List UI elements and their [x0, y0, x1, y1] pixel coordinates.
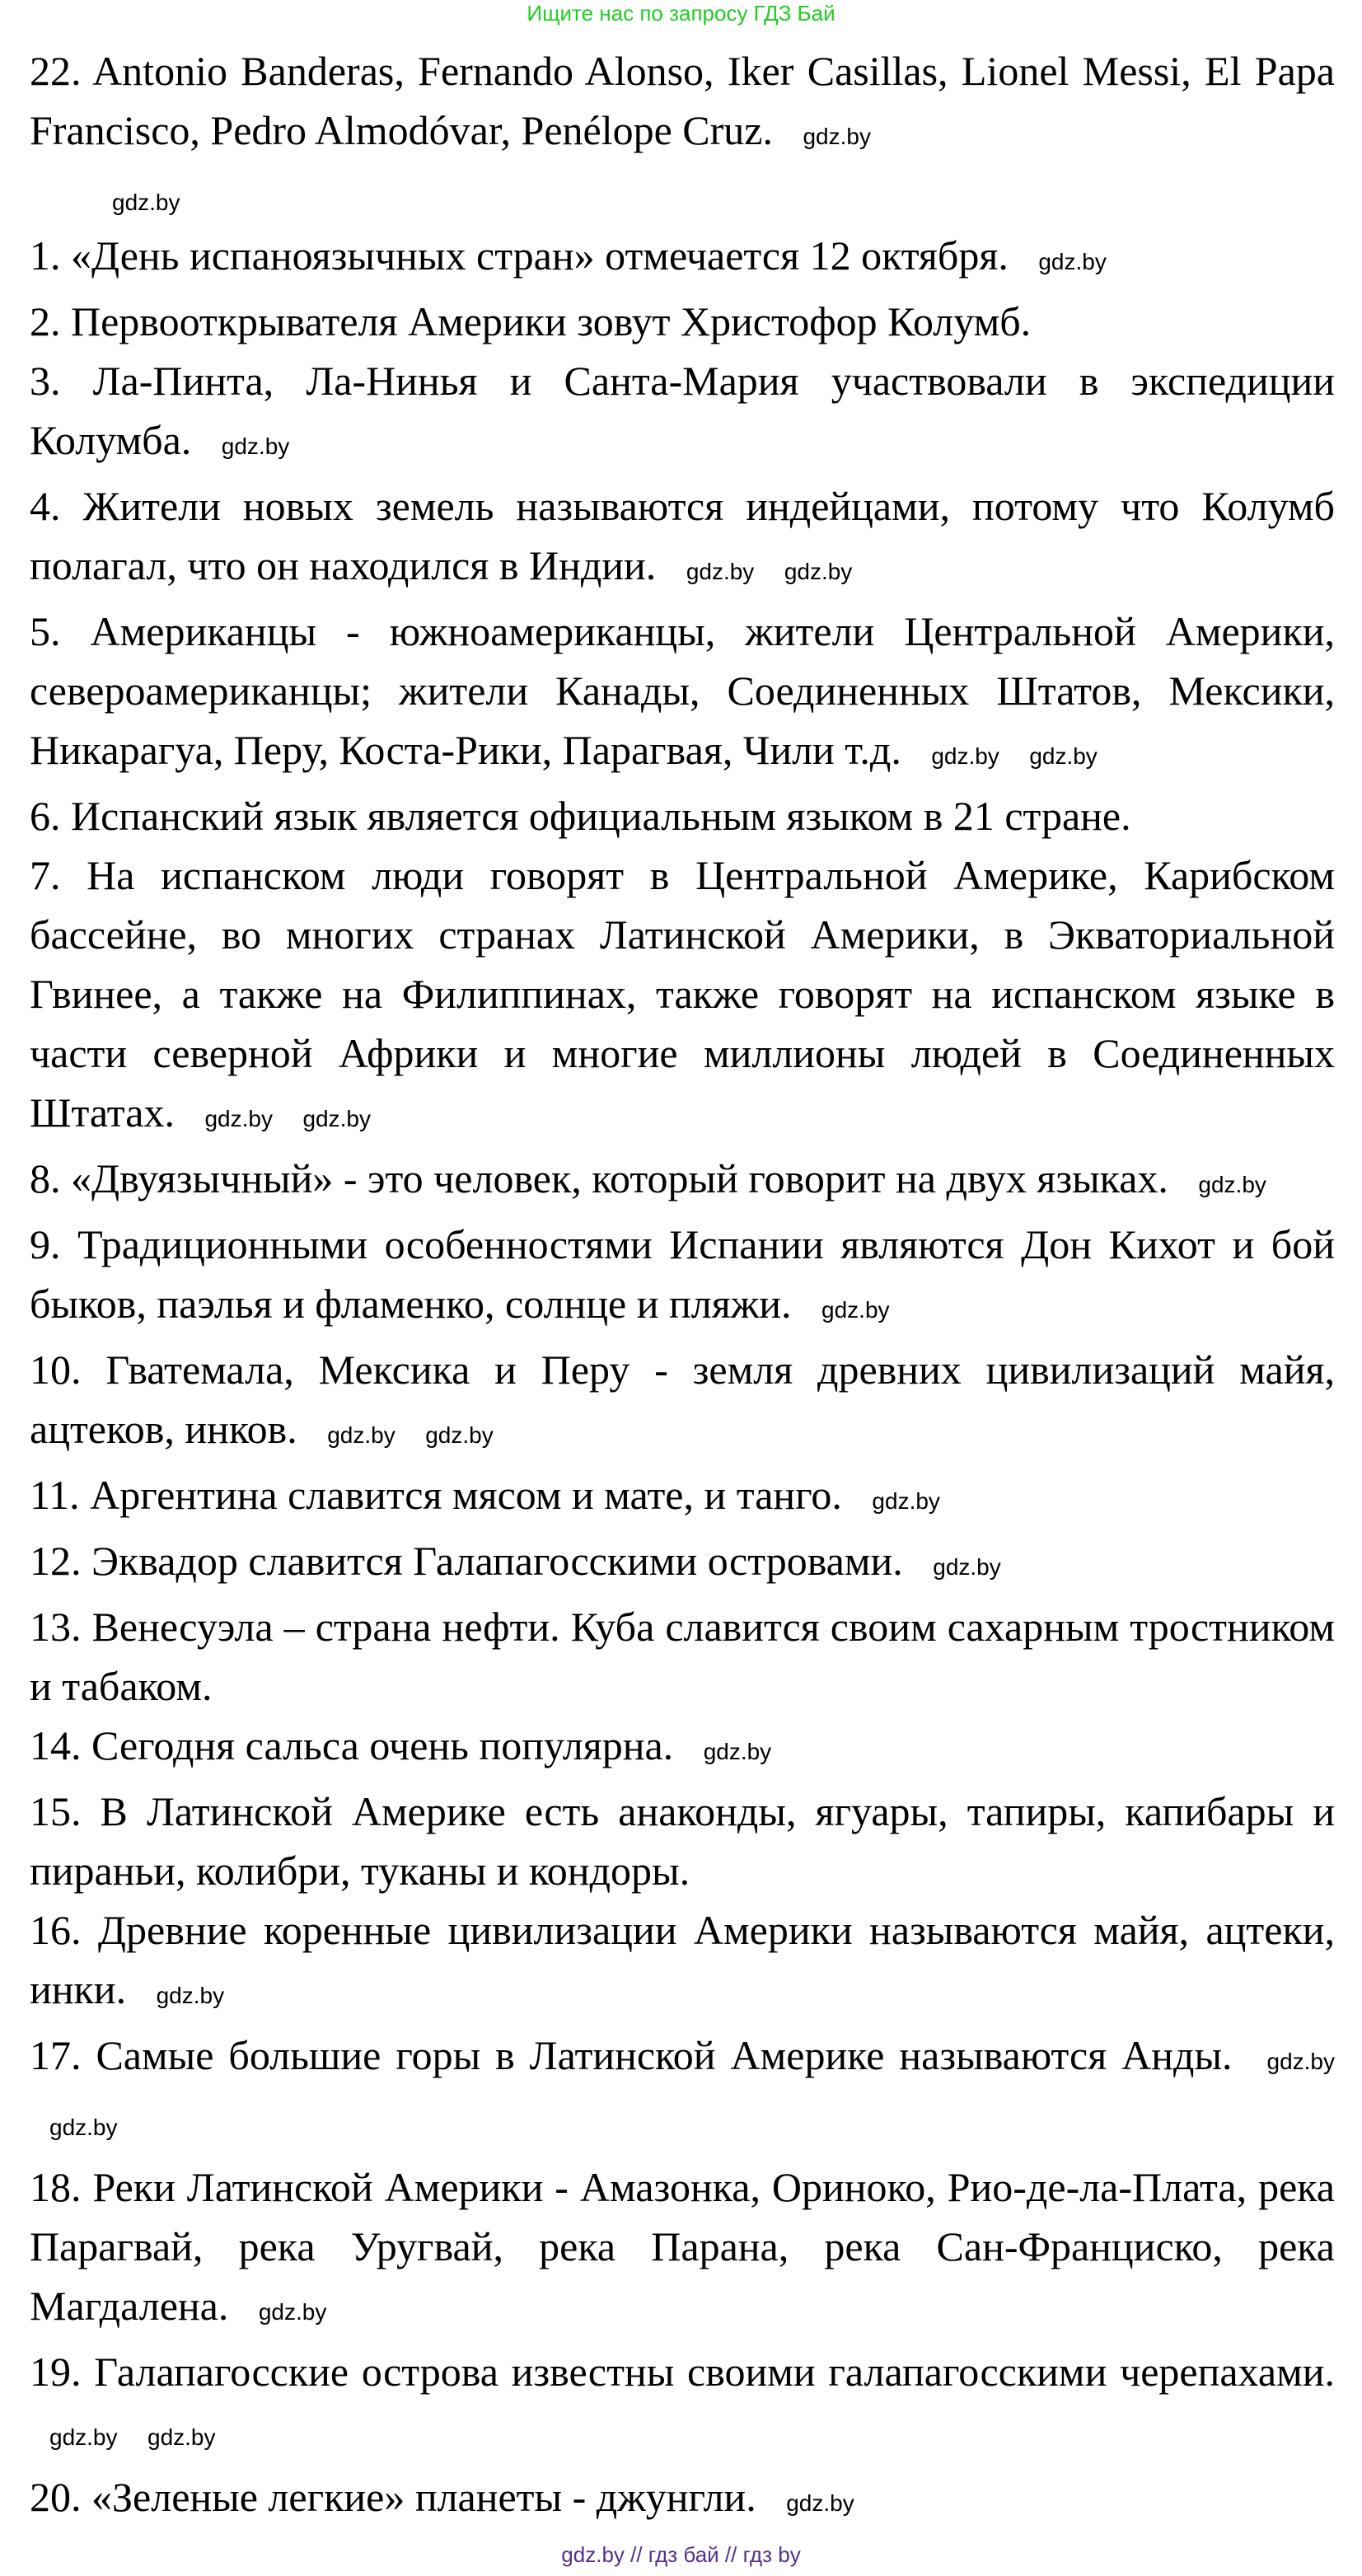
- answer-item: [30, 1782, 1335, 1900]
- answer-item: [30, 2342, 1335, 2467]
- answer-item: [30, 1597, 1335, 1716]
- answer-item: [30, 292, 1335, 351]
- answer-text: 16. Древние коренные цивилизации Америки называются майя, ацтеки, инки.: [30, 1907, 1335, 2012]
- answer-item: [30, 476, 1335, 602]
- answer-text: 14. Сегодня сальса очень популярна.: [30, 1722, 674, 1768]
- watermark-text: gdz.by: [686, 559, 755, 584]
- answer-item: [30, 1340, 1335, 1465]
- watermark-text: gdz.by: [872, 1488, 940, 1514]
- watermark-text: gdz.by: [784, 559, 853, 584]
- answer-text: 9. Традиционными особенностями Испании являются Дон Кихот и бой быков, паэлья и фламенко, солнце и пляжи.: [30, 1221, 1335, 1327]
- watermark-text: gdz.by: [302, 1106, 371, 1131]
- answer-item: [30, 845, 1335, 1149]
- answer-text: 1. «День испаноязычных стран» отмечается 12 октября.: [30, 232, 1009, 279]
- watermark-text: gdz.by: [112, 190, 180, 215]
- watermark-text: gdz.by: [204, 1106, 273, 1131]
- watermark-text: gdz.by: [258, 2299, 327, 2325]
- watermark-text: gdz.by: [49, 2115, 118, 2140]
- answer-item: [30, 602, 1335, 786]
- answer-item: [30, 2467, 1335, 2533]
- watermark-text: gdz.by: [1266, 2049, 1335, 2074]
- answer-text: 8. «Двуязычный» - это человек, который говорит на двух языках.: [30, 1155, 1168, 1201]
- answer-item: [30, 1149, 1335, 1215]
- answer-item: [30, 351, 1335, 476]
- answer-text: 19. Галапагосские острова известны своими галапагосскими черепахами.: [30, 2349, 1335, 2395]
- watermark-text: gdz.by: [933, 1554, 1001, 1580]
- watermark-text: gdz.by: [147, 2424, 216, 2450]
- answers-text: [30, 41, 1335, 2533]
- answer-item: [30, 1716, 1335, 1782]
- blank-line: [30, 166, 1335, 226]
- answer-item: [30, 2157, 1335, 2342]
- answer-item: [30, 2026, 1335, 2157]
- answer-text: 22. Antonio Banderas, Fernando Alonso, Iker Casillas, Lionel Messi, El Papa Francisco, Pedro Almodóvar, Penélope Cruz.: [30, 48, 1335, 153]
- answer-text: 12. Эквадор славится Галапагосскими островами.: [30, 1538, 903, 1584]
- watermark-text: gdz.by: [1029, 743, 1098, 769]
- watermark-text: gdz.by: [49, 2424, 118, 2450]
- answer-item: [30, 1215, 1335, 1340]
- answer-text: 6. Испанский язык является официальным языком в 21 стране.: [30, 793, 1131, 839]
- answer-item: [30, 1900, 1335, 2026]
- answer-item: [30, 41, 1335, 166]
- answer-text: 15. В Латинской Америке есть анаконды, ягуары, тапиры, капибары и пираньи, колибри, туканы и кондоры.: [30, 1788, 1335, 1894]
- watermark-text: gdz.by: [1038, 249, 1107, 274]
- answer-item: [30, 226, 1335, 292]
- watermark-text: gdz.by: [931, 743, 999, 769]
- header-banner: Ищите нас по запросу ГДЗ Бай: [527, 1, 835, 26]
- answer-item: [30, 1531, 1335, 1597]
- watermark-text: gdz.by: [786, 2490, 854, 2516]
- footer-banner: gdz.by // гдз бай // гдз by: [561, 2542, 801, 2567]
- answer-text: 13. Венесуэла – страна нефти. Куба славится своим сахарным тростником и табаком.: [30, 1604, 1335, 1709]
- answer-text: 10. Гватемала, Мексика и Перу - земля древних цивилизаций майя, ацтеков, инков.: [30, 1347, 1335, 1452]
- answer-text: 20. «Зеленые легкие» планеты - джунгли.: [30, 2474, 756, 2520]
- watermark-text: gdz.by: [821, 1297, 890, 1323]
- watermark-text: gdz.by: [327, 1422, 395, 1448]
- watermark-text: gdz.by: [803, 124, 871, 149]
- answer-item: [30, 1465, 1335, 1531]
- answer-text: 11. Аргентина славится мясом и мате, и танго.: [30, 1472, 842, 1518]
- answer-text: 2. Первооткрывателя Америки зовут Христофор Колумб.: [30, 298, 1032, 344]
- answer-text: 4. Жители новых земель называются индейцами, потому что Колумб полагал, что он находился в Индии.: [30, 483, 1335, 588]
- answer-item: [30, 786, 1335, 845]
- watermark-text: gdz.by: [156, 1983, 225, 2008]
- answer-text: 7. На испанском люди говорят в Центральной Америке, Карибском бассейне, во многих странах Латинской Америки, в Экваториальной Гвинее, а также на Филиппинах, также говорят на испанском языке в части северной Африки и многие миллионы людей в Соединенных Штатах.: [30, 852, 1335, 1136]
- answer-text: 17. Самые большие горы в Латинской Америке называются Анды.: [30, 2032, 1233, 2078]
- watermark-text: gdz.by: [425, 1422, 494, 1448]
- answer-text: 3. Ла-Пинта, Ла-Нинья и Санта-Мария участвовали в экспедиции Колумба.: [30, 358, 1335, 463]
- answer-text: 5. Американцы - южноамериканцы, жители Центральной Америки, североамериканцы; жители Канады, Соединенных Штатов, Мексики, Никарагуа, Перу, Коста-Рики, Парагвая, Чили т.д.: [30, 608, 1335, 773]
- watermark-text: gdz.by: [1198, 1172, 1266, 1197]
- answer-text: 18. Реки Латинской Америки - Амазонка, Ориноко, Рио-де-ла-Плата, река Парагвай, река Уругвай, река Парана, река Сан-Франциско, река Магдалена.: [30, 2164, 1335, 2329]
- watermark-text: gdz.by: [703, 1739, 772, 1764]
- watermark-text: gdz.by: [221, 433, 290, 459]
